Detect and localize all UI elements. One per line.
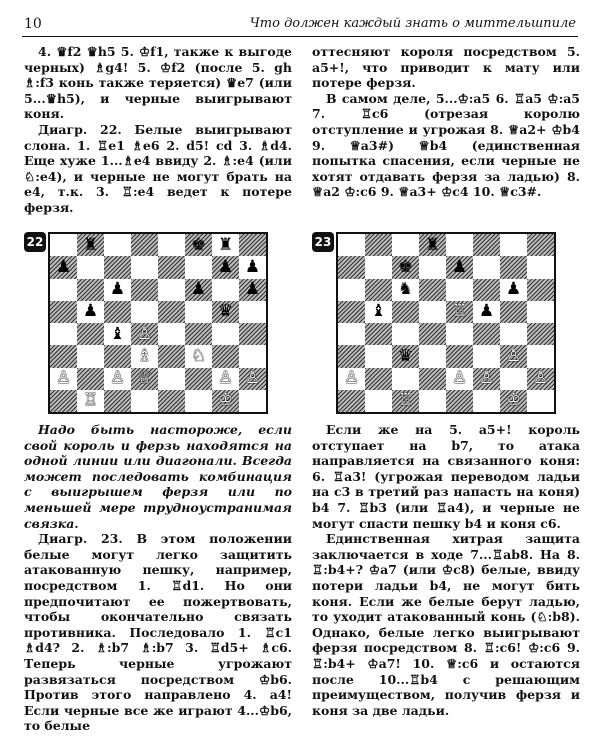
- board-square: [131, 234, 158, 256]
- diagram-23: [312, 228, 580, 418]
- board-square: [77, 368, 104, 390]
- chess-piece-icon: ♙: [136, 323, 153, 344]
- board-square: [77, 234, 104, 256]
- board-square: [77, 279, 104, 301]
- chess-piece-icon: ♛: [397, 345, 414, 366]
- chess-piece-icon: ♜: [217, 234, 234, 255]
- chess-piece-icon: ♙: [451, 368, 468, 389]
- board-square: [392, 345, 419, 367]
- chess-piece-icon: ♚: [190, 234, 207, 255]
- board-square: [392, 323, 419, 345]
- board-square: [527, 256, 554, 278]
- chess-piece-icon: ♖: [451, 301, 468, 322]
- board-square: [500, 345, 527, 367]
- board-square: [338, 256, 365, 278]
- board-square: [338, 390, 365, 412]
- board-square: [185, 323, 212, 345]
- board-square: [239, 368, 266, 390]
- left-column-bottom: [24, 422, 292, 734]
- board-square: [212, 368, 239, 390]
- board-square: [500, 390, 527, 412]
- board-square: [104, 279, 131, 301]
- board-square: [104, 323, 131, 345]
- board-square: [500, 323, 527, 345]
- board-square: [500, 301, 527, 323]
- chess-piece-icon: ♟: [55, 256, 72, 277]
- board-square: [212, 279, 239, 301]
- board-square: [338, 323, 365, 345]
- board-square: [50, 323, 77, 345]
- board-square: [338, 234, 365, 256]
- board-square: [527, 368, 554, 390]
- chess-piece-icon: ♟: [82, 301, 99, 322]
- board-square: [131, 323, 158, 345]
- board-square: [365, 323, 392, 345]
- board-square: [104, 234, 131, 256]
- chess-piece-icon: ♟: [217, 256, 234, 277]
- board-square: [365, 279, 392, 301]
- page-number: 10: [24, 16, 42, 32]
- board-square: [158, 390, 185, 412]
- board-square: [50, 279, 77, 301]
- board-square: [131, 345, 158, 367]
- board-square: [392, 256, 419, 278]
- chess-piece-icon: ♜: [82, 234, 99, 255]
- board-square: [131, 301, 158, 323]
- diagram-label: 23: [312, 232, 334, 252]
- board-square: [473, 368, 500, 390]
- board-square: [131, 390, 158, 412]
- board-square: [212, 345, 239, 367]
- board-square: [77, 323, 104, 345]
- board-square: [338, 279, 365, 301]
- chess-piece-icon: ♗: [136, 345, 153, 366]
- chess-piece-icon: ♕: [136, 368, 153, 389]
- board-square: [239, 279, 266, 301]
- board-square: [158, 301, 185, 323]
- board-square: [185, 390, 212, 412]
- board-square: [50, 234, 77, 256]
- board-square: [527, 390, 554, 412]
- board-square: [392, 368, 419, 390]
- chess-piece-icon: ♝: [370, 301, 387, 322]
- board-square: [77, 345, 104, 367]
- board-square: [473, 234, 500, 256]
- left-column: [24, 44, 292, 216]
- board-square: [446, 279, 473, 301]
- board-square: [446, 323, 473, 345]
- board-square: [212, 390, 239, 412]
- chess-piece-icon: ♟: [478, 301, 495, 322]
- board-square: [77, 256, 104, 278]
- board-square: [338, 345, 365, 367]
- board-square: [446, 256, 473, 278]
- board-square: [212, 234, 239, 256]
- chess-piece-icon: ♟: [190, 279, 207, 300]
- diagram-label: 22: [24, 232, 46, 252]
- board-square: [212, 323, 239, 345]
- chess-piece-icon: ♟: [109, 279, 126, 300]
- chess-piece-icon: ♙: [244, 368, 261, 389]
- board-square: [446, 368, 473, 390]
- board-square: [131, 256, 158, 278]
- board-square: [158, 345, 185, 367]
- board-square: [365, 368, 392, 390]
- board-square: [131, 279, 158, 301]
- chess-piece-icon: ♟: [244, 279, 261, 300]
- chess-piece-icon: ♘: [190, 345, 207, 366]
- board-square: [239, 390, 266, 412]
- board-square: [419, 368, 446, 390]
- board-square: [419, 390, 446, 412]
- board-square: [338, 368, 365, 390]
- right-column: [312, 44, 580, 200]
- board-square: [158, 368, 185, 390]
- board-square: [239, 345, 266, 367]
- board-square: [419, 323, 446, 345]
- board-square: [365, 234, 392, 256]
- board-square: [212, 256, 239, 278]
- board-square: [239, 323, 266, 345]
- chess-piece-icon: ♟: [505, 279, 522, 300]
- board-square: [446, 390, 473, 412]
- board-square: [419, 256, 446, 278]
- board-square: [500, 256, 527, 278]
- chess-board: [48, 232, 268, 414]
- board-square: [527, 323, 554, 345]
- chess-piece-icon: ♙: [109, 368, 126, 389]
- chess-piece-icon: ♟: [244, 256, 261, 277]
- chess-piece-icon: ♟: [451, 256, 468, 277]
- page-header: [22, 14, 578, 37]
- board-square: [473, 323, 500, 345]
- chess-piece-icon: ♙: [505, 345, 522, 366]
- board-square: [473, 390, 500, 412]
- paragraph: Если же на 5. a5+! король отступает на b7, то атака направляется на связанного коня: 6. ♖a3! (угрожая переводом ладьи на c3 в третий раз напасть на коня) b4 7. ♖b3 (или ♖a4), и черные не могут спасти пешку b4 и коня c6.: [312, 422, 580, 531]
- board-square: [392, 390, 419, 412]
- chess-piece-icon: ♔: [217, 390, 234, 411]
- chess-piece-icon: ♙: [532, 368, 549, 389]
- board-square: [104, 390, 131, 412]
- board-square: [77, 390, 104, 412]
- chess-board: [336, 232, 556, 414]
- board-square: [527, 301, 554, 323]
- board-square: [446, 234, 473, 256]
- board-square: [338, 301, 365, 323]
- board-square: [185, 368, 212, 390]
- paragraph: Диагр. 23. В этом положении белые могут легко защитить атакованную пешку, например, посредством 1. ♖d1. Но они предпочитают ее пожертвовать, чтобы окончательно связать противника. Последовало 1. ♖c1 ♗d4? 2. ♗:b7 ♗:b7 3. ♖d5+ ♗c6. Теперь черные угрожают развязаться посредством ♔b6. Против этого направлено 4. a4! Если черные все же играют 4...♔b6, то белые: [24, 531, 292, 734]
- board-square: [185, 301, 212, 323]
- paragraph: 4. ♛f2 ♛h5 5. ♔f1, также к выгоде черных) ♗g4! 5. ♔f2 (после 5. gh ♗:f3 конь также теряется) ♛e7 (или 5...♛h5), и черные выигрывают коня.: [24, 44, 292, 122]
- board-square: [104, 256, 131, 278]
- board-square: [239, 301, 266, 323]
- chess-piece-icon: ♛: [217, 301, 234, 322]
- diagram-22: [24, 228, 292, 418]
- board-square: [446, 345, 473, 367]
- board-square: [446, 301, 473, 323]
- board-square: [473, 279, 500, 301]
- board-square: [104, 345, 131, 367]
- chess-piece-icon: ♙: [343, 368, 360, 389]
- chess-piece-icon: ♝: [109, 323, 126, 344]
- chess-piece-icon: ♙: [55, 368, 72, 389]
- board-square: [527, 345, 554, 367]
- chess-piece-icon: ♔: [505, 390, 522, 411]
- chess-piece-icon: ♞: [397, 279, 414, 300]
- board-square: [185, 234, 212, 256]
- board-square: [365, 301, 392, 323]
- board-square: [392, 301, 419, 323]
- board-square: [419, 234, 446, 256]
- right-column-bottom: [312, 422, 580, 718]
- chess-piece-icon: ♜: [424, 234, 441, 255]
- board-square: [392, 234, 419, 256]
- board-square: [77, 301, 104, 323]
- board-square: [500, 368, 527, 390]
- board-square: [158, 256, 185, 278]
- board-square: [473, 301, 500, 323]
- paragraph: оттесняют короля посредством 5. a5+!, что приводит к мату или потере ферзя.: [312, 44, 580, 91]
- board-square: [185, 279, 212, 301]
- board-square: [158, 234, 185, 256]
- board-square: [365, 256, 392, 278]
- chess-piece-icon: ♙: [217, 368, 234, 389]
- paragraph: Диагр. 22. Белые выигрывают слона. 1. ♖e1 ♗e6 2. d5! cd 3. ♗d4. Еще хуже 1...♗e4 ввиду 2. ♗:e4 (или ♘:e4), и черные не могут брать на e4, т.к. 3. ♖:e4 ведет к потере ферзя.: [24, 121, 292, 215]
- board-square: [473, 256, 500, 278]
- board-square: [50, 256, 77, 278]
- board-square: [50, 301, 77, 323]
- board-square: [239, 234, 266, 256]
- board-square: [131, 368, 158, 390]
- board-square: [158, 279, 185, 301]
- board-square: [50, 368, 77, 390]
- board-square: [473, 345, 500, 367]
- chess-piece-icon: ♖: [397, 390, 414, 411]
- board-square: [365, 390, 392, 412]
- board-square: [185, 256, 212, 278]
- running-title: Что должен каждый знать о миттельшпиле: [249, 16, 576, 31]
- board-square: [185, 345, 212, 367]
- paragraph: В самом деле, 5...♔:a5 6. ♖a5 ♔:a5 7. ♖c6 (отрезая королю отступление и угрожая 8. ♕a2+ ♔b4 9. ♕a3#) ♕b4 (единственная попытка спасения, если черные не хотят отдавать ферзя за ладью) 8. ♕a2 ♔:c6 9. ♕a3+ ♔c4 10. ♕c3#.: [312, 90, 580, 200]
- board-square: [239, 256, 266, 278]
- paragraph: Надо быть настороже, если свой король и ферзь находятся на одной линии или диагонали. Всегда может последовать комбинация с выигрышем ферзя или по меньшей мере трудноустранимая связка.: [24, 422, 292, 531]
- board-square: [419, 279, 446, 301]
- board-square: [104, 368, 131, 390]
- chess-piece-icon: ♚: [397, 256, 414, 277]
- paragraph: Единственная хитрая защита заключается в ходе 7...♖ab8. На 8. ♖:b4+? ♔a7 (или ♔c8) белые, ввиду потери ладьи b4, не могут бить коня. Если же белые берут ладью, то уходит атакованный конь (♘:b8). Однако, белые легко выигрывают ферзя посредством 8. ♖:c6! ♔:c6 9. ♖:b4+ ♔a7! 10. ♕:c6 и остаются после 10...♖b4 с решающим преимуществом, получив ферзя и коня за две ладьи.: [312, 531, 580, 718]
- board-square: [50, 345, 77, 367]
- chess-piece-icon: ♙: [478, 368, 495, 389]
- board-square: [158, 323, 185, 345]
- board-square: [50, 390, 77, 412]
- board-square: [212, 301, 239, 323]
- board-square: [392, 279, 419, 301]
- board-square: [527, 234, 554, 256]
- board-square: [500, 279, 527, 301]
- board-square: [419, 345, 446, 367]
- board-square: [419, 301, 446, 323]
- board-square: [104, 301, 131, 323]
- chess-piece-icon: ♖: [82, 390, 99, 411]
- board-square: [365, 345, 392, 367]
- board-square: [527, 279, 554, 301]
- board-square: [500, 234, 527, 256]
